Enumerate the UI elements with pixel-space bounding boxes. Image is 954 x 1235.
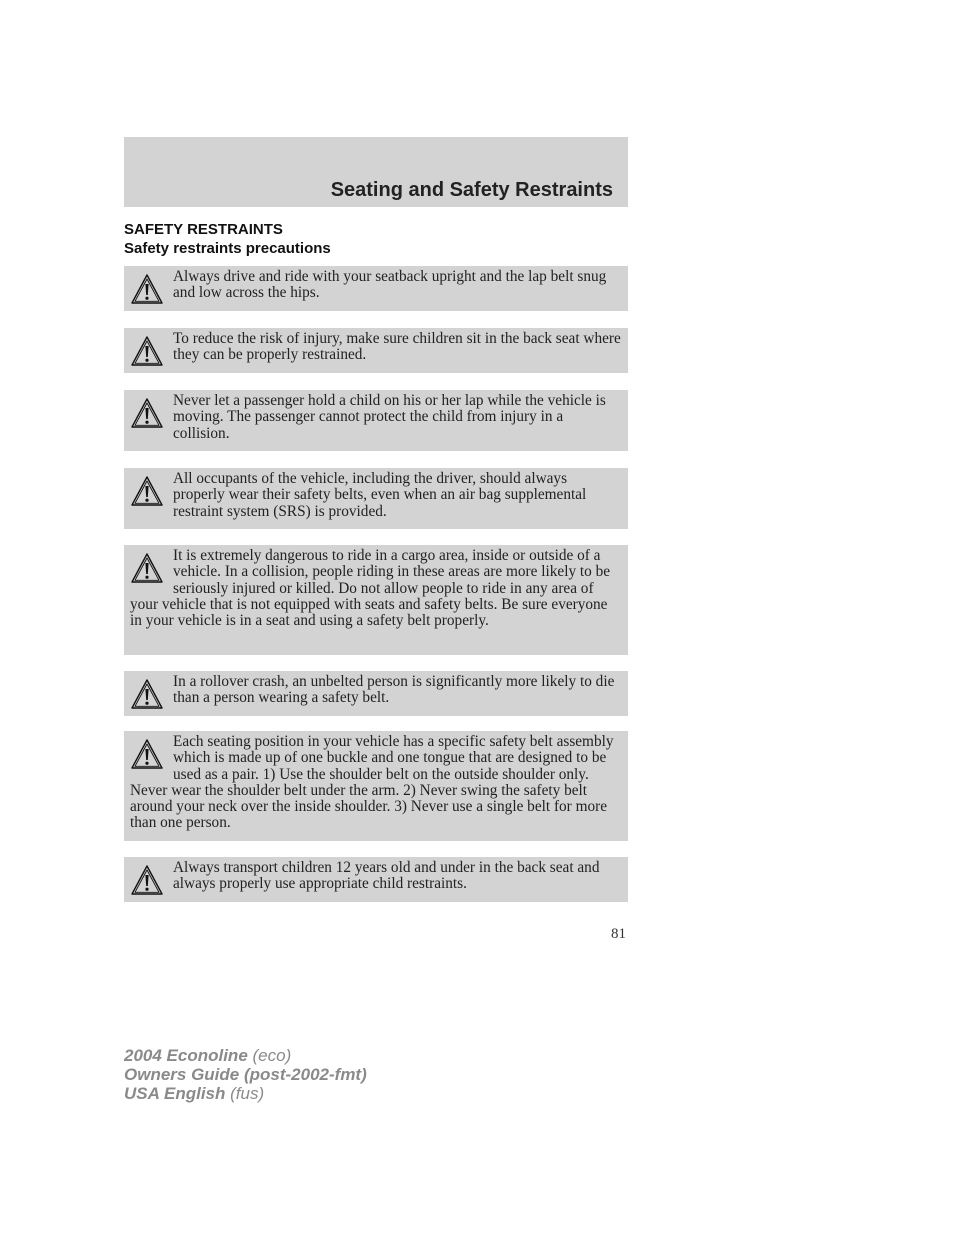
- warning-triangle-icon: [130, 864, 164, 896]
- footer-line-1: [124, 1046, 367, 1065]
- warning-text: All occupants of the vehicle, including the driver, should always properly wear their safety belts, even when an air bag supplemental restraint system (SRS) is provided.: [173, 470, 587, 520]
- warning-box: [124, 671, 628, 716]
- warning-box: [124, 545, 628, 655]
- warning-triangle-icon: [130, 335, 164, 367]
- warning-text: Never let a passenger hold a child on his or her lap while the vehicle is moving. The passenger cannot protect the child from injury in a collision.: [173, 392, 606, 442]
- document-footer: [124, 1046, 367, 1103]
- page-title: Seating and Safety Restraints: [330, 179, 613, 201]
- footer-line-2: [124, 1065, 367, 1084]
- warning-box: [124, 390, 628, 451]
- footer-language-code: (fus): [230, 1084, 265, 1103]
- footer-guide: Owners Guide (post-2002-fmt): [124, 1065, 367, 1084]
- footer-model-code: (eco): [252, 1046, 292, 1065]
- header-band: [124, 137, 628, 207]
- warning-triangle-icon: [130, 678, 164, 710]
- warning-box: [124, 266, 628, 311]
- footer-line-3: [124, 1084, 367, 1103]
- warning-text: Always drive and ride with your seatback upright and the lap belt snug and low across the hips.: [173, 268, 607, 302]
- section-heading: SAFETY RESTRAINTS: [124, 221, 283, 238]
- warning-box: [124, 857, 628, 902]
- warning-triangle-icon: [130, 738, 164, 770]
- warning-text: In a rollover crash, an unbelted person is significantly more likely to die than a person wearing a safety belt.: [173, 673, 615, 707]
- footer-model: 2004 Econoline: [124, 1046, 248, 1065]
- warning-text: Always transport children 12 years old and under in the back seat and always properly use appropriate child restraints.: [173, 859, 600, 893]
- warning-text: It is extremely dangerous to ride in a cargo area, inside or outside of a vehicle. In a collision, people riding in these areas are more likely to be seriously injured or killed. Do not allow people to ride in any area of your vehicle that is not equipped with seats and safety belts. Be sure everyone in your vehicle is in a seat and using a safety belt properly.: [130, 547, 611, 630]
- sub-heading: Safety restraints precautions: [124, 240, 331, 257]
- warning-triangle-icon: [130, 552, 164, 584]
- footer-language: USA English: [124, 1084, 226, 1103]
- warning-text: To reduce the risk of injury, make sure children sit in the back seat where they can be properly restrained.: [173, 330, 621, 364]
- warning-triangle-icon: [130, 397, 164, 429]
- warning-triangle-icon: [130, 273, 164, 305]
- warning-box: [124, 731, 628, 841]
- warning-triangle-icon: [130, 475, 164, 507]
- warning-text: Each seating position in your vehicle has a specific safety belt assembly which is made up of one buckle and one tongue that are designed to be used as a pair. 1) Use the shoulder belt on the outside shoulder only. Never wear the shoulder belt under the arm. 2) Never swing the safety belt around your neck over the inside shoulder. 3) Never use a single belt for more than one person.: [130, 733, 614, 832]
- warning-box: [124, 328, 628, 373]
- page-number: 81: [611, 926, 626, 942]
- warning-box: [124, 468, 628, 529]
